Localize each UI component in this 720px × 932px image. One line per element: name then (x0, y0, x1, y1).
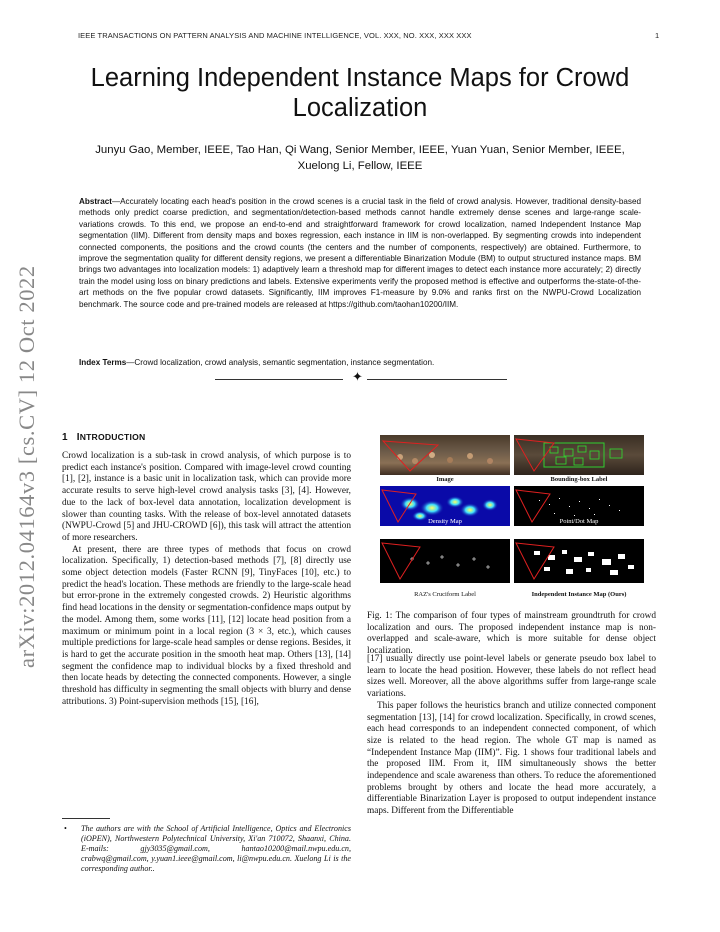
paper-title: Learning Independent Instance Maps for Crowd Localization (90, 64, 630, 122)
body-paragraph: Crowd localization is a sub-task in crowd analysis, of which purpose is to predict each instance's position. Compared with image-level crowd counting [1], [2], instance is a basic unit in localization task, which can provide more accurate results to serve high-level crowd analysis tasks [3], [4]. However, due to the lack of box-level data annotation, localization development is slower than counting tasks. With the release of box-level annotated datasets (NWPU-Crowd [5] and JHU-CROWD [6]), this task will attract the attention of more researchers. (62, 451, 351, 543)
crowd-image-graphic (380, 435, 510, 475)
right-column (367, 654, 656, 818)
abstract-text: —Accurately locating each head's position in the crowd scenes is a crucial task in the field of crowd analysis. However, traditional density-based methods only predict coarse prediction, and segmentation/detection-based methods cannot handle extremely dense scenes and large-range scale-variations crowds. To this end, we propose an end-to-end and straightforward framework for crowd localization, named Independent Instance Map segmentation (IIM). Different from density maps and boxes regression, each instance in IIM is non-overlapped. By segmenting crowds into independent connected components, the positions and the crowd counts (the centers and the number of components, respectively) are obtained. Furthermore, to improve the segmentation quality for different density regions, we present a differentiable Binarization Module (BM) to output structured instance maps. BM brings two advantages into localization models: 1) adaptively learn a threshold map for different images to detect each instance more accurately; 2) directly train the model using loss on binary predictions and labels. Extensive experiments verify the proposed method is effective and outperforms the-state-of-the-art methods on the five popular crowd datasets. Significantly, IIM improves F1-measure by 9.0% and ranks first on the NWPU-Crowd Localization benchmark. The source code and pre-trained models are released at https://github.com/taohan10200/IIM. (79, 197, 641, 309)
arxiv-watermark: arXiv:2012.04164v3 [cs.CV] 12 Oct 2022 (14, 265, 39, 668)
figure-1 (380, 435, 644, 603)
footnote-rule (62, 818, 110, 819)
panel-label-bounding-box: Bounding-box Label (550, 476, 608, 483)
section-title-initial: I (76, 432, 80, 443)
footnote-bullet-icon: • (64, 824, 67, 833)
page-number: 1 (655, 31, 660, 40)
section-number: 1 (62, 432, 68, 443)
panel-independent-instance-map (514, 539, 644, 583)
figure-caption: Fig. 1: The comparison of four types of mainstream groundtruth for crowd localization and ours. The proposed independent instance map is non-overlapped and scale-aware, which is more suitable for dense object localization. (367, 611, 656, 657)
panel-label-instance-map: Independent Instance Map (Ours) (531, 591, 627, 598)
body-paragraph: At present, there are three types of methods that focus on crowd localization. Specifically, 1) detection-based methods [7], [8] directly use some object detection models (Faster RCNN [9], TinyFaces [10], etc.) to predict the head's location. These methods are friendly to the large-scale head but error-prone in the extremely congested crowds. 2) Heuristic algorithms find head locations in the density or segmentation-confidence maps output by the model. Among them, some works [11], [12] locate head position from a maximum or minimum point in a local region (3 × 3, etc.), which causes multiple predictions for large-scale head samples or dense regions. Besides, it is hard to get the accurate position in the smooth heat map. Others [13], [14] segment the confidence map to individual blocks by a fixed threshold and then locate heads by detecting the connected components. However, a single threshold has difficulty in segmenting the small objects with blurry and dense attributions. 3) Point-supervision methods [15], [16], (62, 544, 351, 707)
panel-label-density-map: Density Map (428, 518, 462, 525)
index-terms-label: Index Terms (79, 358, 127, 367)
panel-label-image: Image (436, 476, 454, 483)
author-line-1: Junyu Gao, Member, IEEE, Tao Han, Qi Wang, Senior Member, IEEE, Yuan Yuan, Senior Member, IEEE, (95, 144, 625, 156)
separator-line-right (367, 379, 507, 380)
body-paragraph: [17] usually directly use point-level labels or generate pseudo box label to learn to locate the head position. However, these labels do not reflect head sizes well. Moreover, all the above algorithms suffer from large-range scale variations. (367, 654, 656, 700)
separator-diamond-icon: ✦ (352, 370, 363, 385)
instance-map-graphic (514, 539, 644, 583)
index-terms-text: —Crowd localization, crowd analysis, semantic segmentation, instance segmentation. (126, 358, 435, 367)
left-column (62, 451, 351, 708)
index-terms (79, 357, 641, 368)
separator-line-left (215, 379, 343, 380)
panel-label-point-map: Point/Dot Map (559, 518, 599, 525)
panel-image (380, 435, 510, 475)
panel-bounding-box-label (514, 435, 644, 475)
abstract-label: Abstract (79, 197, 112, 206)
author-line-2: Xuelong Li, Fellow, IEEE (297, 160, 423, 172)
bounding-box-graphic (514, 435, 644, 475)
footnote-text: The authors are with the School of Artificial Intelligence, Optics and Electronics (iOPEN), Northwestern Polytechnical University, Xi'an 710072, Shaanxi, China. E-mails: gjy3035@gmail.com, hantao10200@mail.nwpu.edu.cn, crabwq@gmail.com, y.yuan1.ieee@gmail.com, li@nwpu.edu.cn. Xuelong Li is the corresponding author.. (81, 824, 351, 874)
body-paragraph: This paper follows the heuristics branch and utilize connected component segmentation [13], [14] for crowd localization. Specifically, in crowd scenes, each head corresponds to an independent connected component, of which size is related to the head region. The whole GT map is named as “Independent Instance Map (IIM)”. Fig. 1 shows four traditional labels and the proposed IIM. From it, IIM simultaneously shows the better independence and scale awareness than others. To reduce the aforementioned problems brought by others and locate the head more accurately, a differentiable Binarization Layer is proposed to output independent instance maps. Different from the Differentiable (367, 700, 656, 817)
running-header: IEEE TRANSACTIONS ON PATTERN ANALYSIS AND MACHINE INTELLIGENCE, VOL. XXX, NO. XXX, XXX XXX (78, 31, 472, 40)
cruciform-label-graphic (380, 539, 510, 583)
author-list (40, 142, 680, 174)
section-heading (62, 432, 145, 443)
author-footnote (62, 824, 351, 874)
panel-cruciform-label (380, 539, 510, 583)
section-title-rest: NTRODUCTION (79, 432, 146, 442)
abstract (79, 196, 641, 310)
panel-label-cruciform: RAZ's Cruciform Label (414, 591, 476, 598)
